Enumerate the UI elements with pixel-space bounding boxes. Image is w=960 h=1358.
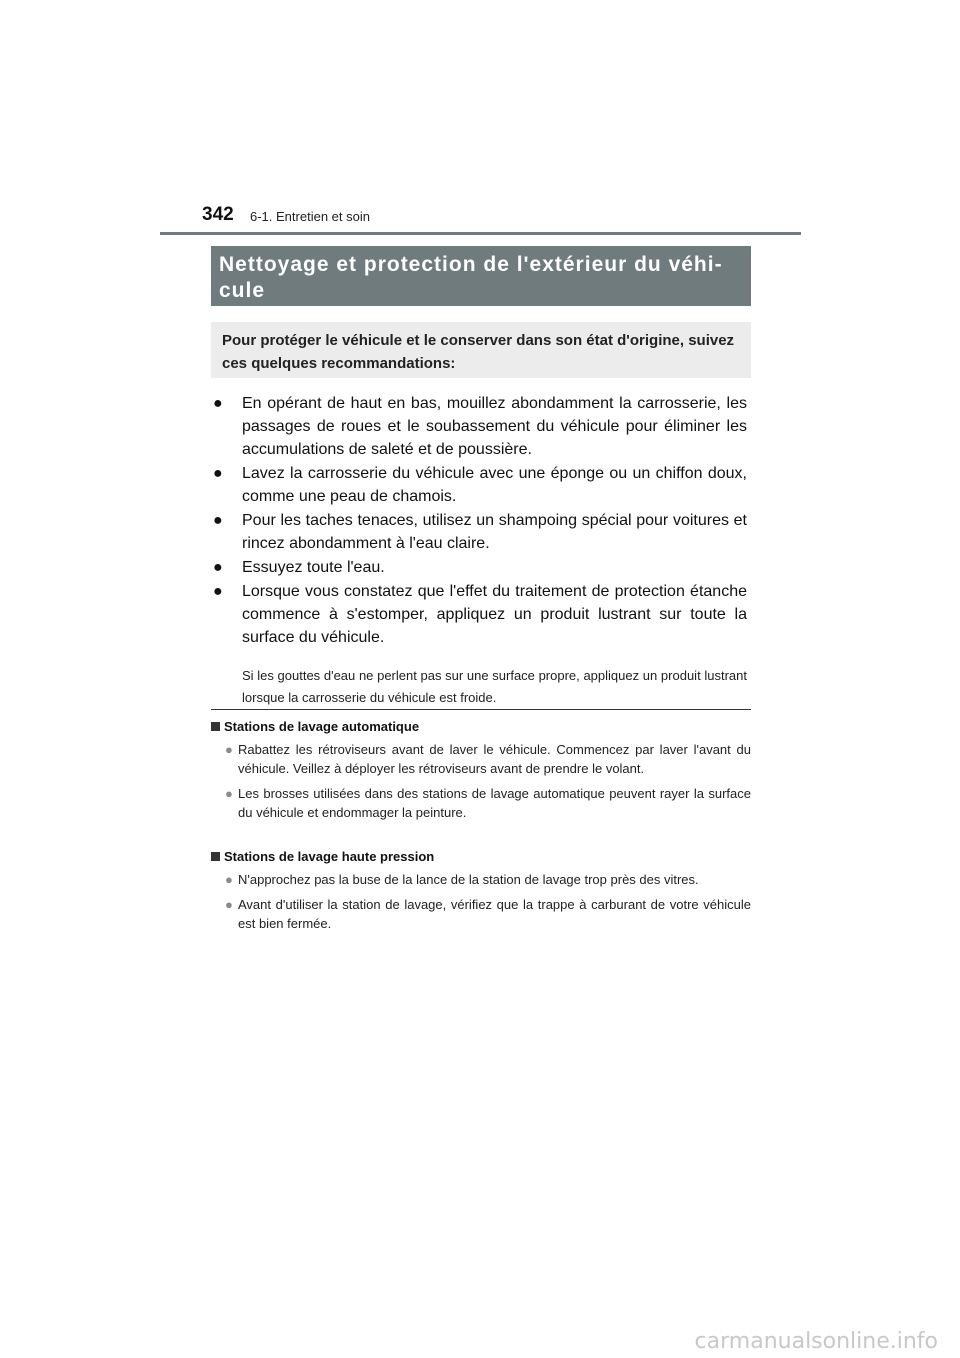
section-divider bbox=[211, 709, 751, 710]
recommendation-list bbox=[213, 392, 747, 650]
page-title-line-2: cule bbox=[219, 279, 266, 302]
bullet-icon: ● bbox=[213, 465, 223, 482]
list-item: ● En opérant de haut en bas, mouillez abondamment la carrosserie, les passages de roues et le soubassement du véhicule pour éliminer les accumulations de saleté et de poussière. bbox=[213, 392, 747, 461]
section-heading: Stations de lavage automatique bbox=[211, 718, 751, 736]
list-item: ● Essuyez toute l'eau. bbox=[213, 556, 747, 579]
bullet-icon: ● bbox=[213, 395, 223, 412]
page-number: 342 bbox=[202, 204, 234, 225]
bullet-icon: ● bbox=[213, 512, 223, 529]
section-automatic-wash bbox=[211, 718, 751, 828]
bullet-icon: ● bbox=[225, 872, 233, 887]
section-heading: Stations de lavage haute pression bbox=[211, 848, 751, 866]
title-banner bbox=[211, 246, 751, 306]
square-bullet-icon bbox=[211, 722, 220, 731]
list-item: ● Rabattez les rétroviseurs avant de laver le véhicule. Commencez par laver l'avant du véhicule. Veillez à déployer les rétroviseurs avant de prendre le volant. bbox=[225, 742, 751, 776]
list-item: ● Avant d'utiliser la station de lavage, vérifiez que la trappe à carburant de votre véhicule est bien fermée. bbox=[225, 897, 751, 931]
square-bullet-icon bbox=[211, 852, 220, 861]
header-rule bbox=[160, 232, 801, 235]
page-title-line-1: Nettoyage et protection de l'extérieur du véhi- bbox=[219, 253, 723, 276]
page-header bbox=[202, 204, 802, 234]
watermark: carmanualsonline.info bbox=[694, 1329, 938, 1354]
page-title bbox=[219, 252, 743, 304]
bullet-icon: ● bbox=[213, 583, 223, 600]
bullet-icon: ● bbox=[225, 786, 233, 801]
list-item: ● Les brosses utilisées dans des stations de lavage automatique peuvent rayer la surface du véhicule et endommager la peinture. bbox=[225, 786, 751, 820]
section-high-pressure-wash bbox=[211, 848, 751, 939]
list-item: ● Lavez la carrosserie du véhicule avec une éponge ou un chiffon doux, comme une peau de chamois. bbox=[213, 462, 747, 508]
section-list bbox=[211, 870, 751, 933]
intro-text: Pour protéger le véhicule et le conserver dans son état d'origine, suivez ces quelques recommandations: bbox=[222, 332, 735, 372]
intro-box bbox=[211, 322, 751, 378]
list-item: ● N'approchez pas la buse de la lance de la station de lavage trop près des vitres. bbox=[225, 872, 699, 887]
section-list bbox=[211, 740, 751, 822]
list-item: ● Lorsque vous constatez que l'effet du traitement de protection étanche commence à s'estomper, appliquez un produit lustrant sur toute la surface du véhicule. bbox=[213, 580, 747, 649]
bullet-icon: ● bbox=[225, 742, 233, 757]
bullet-icon: ● bbox=[225, 897, 233, 912]
list-item: ● Pour les taches tenaces, utilisez un shampoing spécial pour voitures et rincez abondamment à l'eau claire. bbox=[213, 509, 747, 555]
note-text: Si les gouttes d'eau ne perlent pas sur une surface propre, appliquez un produit lustrant lorsque la carrosserie du véhicule est froide. bbox=[242, 668, 747, 705]
bullet-icon: ● bbox=[213, 559, 223, 576]
section-label: 6-1. Entretien et soin bbox=[250, 209, 370, 224]
